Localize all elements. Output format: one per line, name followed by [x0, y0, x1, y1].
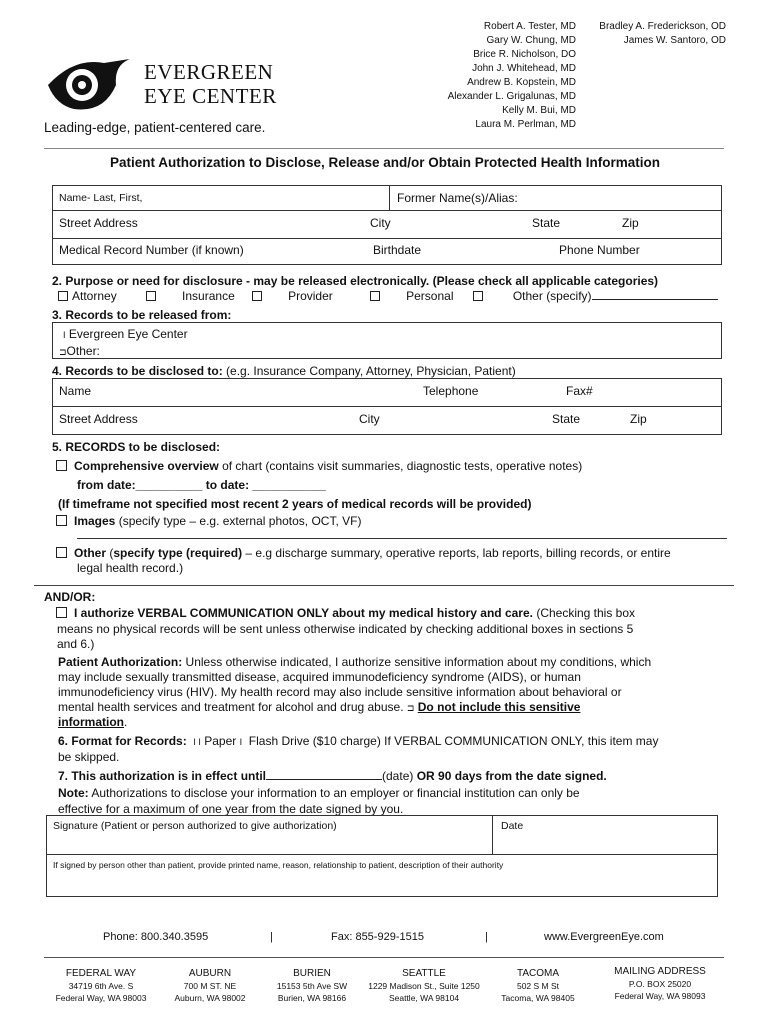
other-specify-checkbox[interactable] [473, 291, 483, 301]
other-records-option: Other (specify type (required) – e.g discharge summary, operative reports, lab reports, billing records, or entire [56, 546, 671, 560]
note-line1: Note: Authorizations to disclose your information to an employer or financial institution can only be [58, 786, 580, 800]
patient-info-box [52, 185, 722, 265]
doctor-name: Andrew B. Kopstein, MD [467, 77, 576, 88]
evergreen-option[interactable]: I Evergreen Eye Center [63, 327, 188, 341]
form-title: Patient Authorization to Disclose, Release and/or Obtain Protected Health Information [109, 155, 661, 170]
section-7: 7. This authorization is in effect until (date) OR 90 days from the date signed. [58, 769, 607, 783]
section-2-heading: 2. Purpose or need for disclosure - may be released electronically. (Please check all applicable categories) [52, 274, 659, 288]
attorney-label: Attorney [72, 289, 117, 303]
personal-checkbox[interactable] [370, 291, 380, 301]
recipient-zip-field[interactable]: Zip [630, 412, 647, 426]
auth-line3: immunodeficiency virus (HIV). My health record may also include sensitive information about behavioral or [58, 685, 622, 699]
doctor-name: Kelly M. Bui, MD [502, 105, 576, 116]
auth-line5: information. [58, 715, 128, 729]
brand-name-line1: EVERGREEN [144, 60, 274, 84]
insurance-checkbox[interactable] [146, 291, 156, 301]
doctor-name: Brice R. Nicholson, DO [473, 49, 576, 60]
medical-record-number-field[interactable]: Medical Record Number (if known) [59, 243, 244, 257]
contact-fax: Fax: 855-929-1515 [331, 931, 424, 943]
doctor-name: James W. Santoro, OD [623, 35, 726, 46]
verbal-line2: means no physical records will be sent unless otherwise indicated by checking additional boxes in sections 5 [57, 622, 634, 636]
city-field[interactable]: City [370, 216, 391, 230]
do-not-include-label: Do not include this sensitive [417, 700, 581, 714]
paper-checkbox[interactable]: I I [193, 737, 201, 747]
images-option: Images (specify type – e.g. external photos, OCT, VF) [56, 514, 361, 528]
purpose-options [58, 289, 718, 303]
office-auburn: AUBURN 700 M ST. NE Auburn, WA 98002 [174, 968, 246, 1003]
verbal-line3: and 6.) [57, 637, 95, 651]
office-seattle: SEATTLE 1229 Madison St., Suite 1250 Seattle, WA 98104 [368, 968, 480, 1003]
timeframe-note: (If timeframe not specified most recent 2 years of medical records will be provided) [58, 497, 532, 511]
andor-label: AND/OR: [44, 590, 96, 604]
office-burien: BURIEN 15153 5th Ave SW Burien, WA 98166 [276, 968, 348, 1003]
recipient-telephone-field[interactable]: Telephone [423, 384, 479, 398]
doctor-name: John J. Whitehead, MD [472, 63, 576, 74]
comprehensive-checkbox[interactable] [56, 460, 67, 471]
other-specify-input[interactable] [592, 299, 718, 300]
signature-box [46, 815, 718, 897]
note-line2: effective for a maximum of one year from the date signed by you. [58, 802, 404, 816]
comprehensive-option: Comprehensive overview of chart (contains visit summaries, diagnostic tests, operative notes) [56, 459, 582, 473]
other-records-line2: legal health record.) [77, 561, 184, 575]
doctor-name: Laura M. Perlman, MD [475, 119, 576, 130]
personal-label: Personal [406, 289, 454, 303]
do-not-include-checkbox[interactable]: ⊐ [406, 703, 415, 713]
flash-drive-checkbox[interactable]: I [239, 737, 243, 747]
state-field[interactable]: State [532, 216, 561, 230]
representative-info-field[interactable]: If signed by person other than patient, provide printed name, reason, relationship to patient, description of their authority [53, 860, 504, 870]
auth-line1: Patient Authorization: Unless otherwise indicated, I authorize sensitive information about my conditions, which [58, 655, 652, 669]
provider-label: Provider [288, 289, 333, 303]
images-line [77, 538, 727, 539]
recipient-state-field[interactable]: State [552, 412, 581, 426]
office-mailing-address: MAILING ADDRESS P.O. BOX 25020 Federal Way, WA 98093 [614, 966, 706, 1001]
contact-website[interactable]: www.EvergreenEye.com [544, 931, 664, 943]
attorney-checkbox[interactable] [58, 291, 68, 301]
effective-until-input[interactable] [266, 779, 382, 780]
section-5-heading: 5. RECORDS to be disclosed: [52, 440, 221, 454]
images-checkbox[interactable] [56, 515, 67, 526]
provider-checkbox[interactable] [252, 291, 262, 301]
street-address-field[interactable]: Street Address [59, 216, 138, 230]
recipient-name-field[interactable]: Name [59, 384, 92, 398]
former-name-field[interactable]: Former Name(s)/Alias: [397, 191, 518, 205]
doctor-name: Alexander L. Grigalunas, MD [447, 91, 576, 102]
section-6-line2: be skipped. [58, 750, 120, 764]
contact-separator: | [270, 931, 273, 943]
date-range[interactable]: from date:__________ to date: ___________ [77, 478, 326, 492]
signature-date-field[interactable]: Date [501, 820, 524, 832]
section-6: 6. Format for Records: I I Paper I Flash Drive ($10 charge) If VERBAL COMMUNICATION ONLY, this item may [58, 734, 659, 748]
doctor-name: Bradley A. Frederickson, OD [599, 21, 726, 32]
patient-name-field[interactable]: Name- Last, First, [59, 192, 143, 204]
section-divider [34, 585, 734, 586]
section-4-heading: 4. Records to be disclosed to: (e.g. Insurance Company, Attorney, Physician, Patient) [52, 364, 516, 378]
contact-separator: | [485, 931, 488, 943]
recipient-city-field[interactable]: City [359, 412, 380, 426]
footer-divider [44, 957, 724, 958]
zip-field[interactable]: Zip [622, 216, 639, 230]
doctors-list-md [448, 20, 576, 132]
records-from-box [52, 322, 722, 359]
insurance-label: Insurance [182, 289, 235, 303]
recipient-fax-field[interactable]: Fax# [566, 384, 593, 398]
tagline: Leading-edge, patient-centered care. [44, 120, 266, 135]
other-records-checkbox[interactable] [56, 547, 67, 558]
doctor-name: Gary W. Chung, MD [486, 35, 576, 46]
phone-number-field[interactable]: Phone Number [559, 243, 640, 257]
office-federal-way: FEDERAL WAY 34719 6th Ave. S Federal Way, WA 98003 [55, 968, 147, 1003]
other-source-option[interactable]: ⊐Other: [59, 344, 100, 358]
doctor-name: Robert A. Tester, MD [483, 21, 576, 32]
records-to-box [52, 378, 722, 435]
brand-name-line2: EYE CENTER [144, 84, 277, 108]
auth-line2: may include sexually transmitted disease, acquired immunodeficiency syndrome (AIDS), or human [58, 670, 581, 684]
other-specify-label: Other (specify) [512, 289, 592, 303]
recipient-street-field[interactable]: Street Address [59, 412, 138, 426]
header-divider [44, 148, 724, 149]
contact-phone: Phone: 800.340.3595 [103, 931, 209, 943]
office-tacoma: TACOMA 502 S M St Tacoma, WA 98405 [501, 968, 575, 1003]
signature-field[interactable]: Signature (Patient or person authorized to give authorization) [53, 820, 337, 832]
verbal-option: I authorize VERBAL COMMUNICATION ONLY about my medical history and care. (Checking this box [56, 606, 635, 620]
section-3-heading: 3. Records to be released from: [52, 308, 232, 322]
auth-line4: mental health services and treatment for alcohol and drug abuse. ⊐ Do not include this sensitive [58, 700, 581, 714]
verbal-checkbox[interactable] [56, 607, 67, 618]
eye-logo-icon [44, 55, 134, 115]
birthdate-field[interactable]: Birthdate [373, 243, 422, 257]
doctors-list-od [599, 20, 726, 48]
